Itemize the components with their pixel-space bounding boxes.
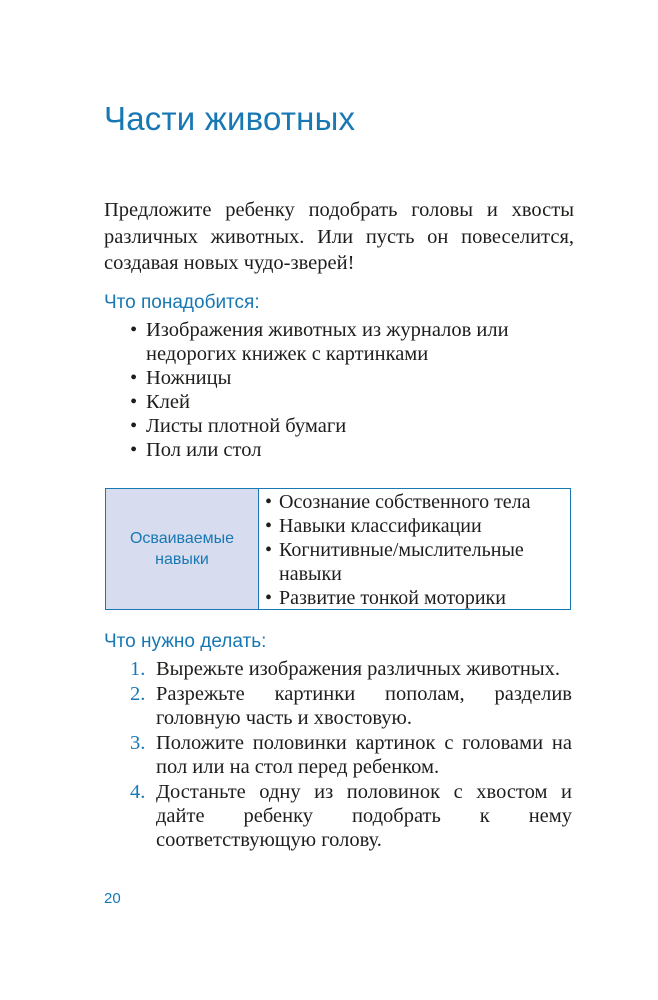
page-title: Части животных	[104, 100, 356, 137]
step-text: Достаньте одну из половинок с хвостом и дайте ребенку подобрать к нему соответствующую голову.	[156, 781, 572, 851]
list-item	[130, 682, 572, 730]
list-item: • Пол или стол	[130, 438, 575, 462]
list-item	[130, 731, 572, 779]
step-text: Разрежьте картинки пополам, разделив головную часть и хвостовую.	[156, 683, 572, 729]
step-number: 3.	[130, 732, 146, 754]
step-number: 4.	[130, 781, 146, 803]
step-number: 2.	[130, 683, 146, 705]
steps-list	[130, 657, 572, 853]
intro-paragraph: Предложите ребенку подобрать головы и хвосты различных животных. Или пусть он повеселится, создавая новых чудо-зверей!	[104, 199, 574, 274]
list-item: • Клей	[130, 390, 575, 414]
list-item: • Осознание собственного тела	[265, 490, 570, 514]
step-text: Вырежьте изображения различных животных.	[156, 658, 560, 680]
list-item: • Развитие тонкой моторики	[265, 586, 570, 610]
skills-heading-cell	[106, 489, 259, 609]
list-item: • Листы плотной бумаги	[130, 414, 575, 438]
list-item: • Изображения животных из журналов или недорогих книжек с картинками	[130, 318, 575, 366]
step-text: Положите половинки картинок с головами на пол или на стол перед ребенком.	[156, 732, 572, 778]
skills-table	[105, 488, 571, 610]
skills-list	[259, 489, 570, 609]
steps-heading: Что нужно делать:	[104, 631, 267, 652]
list-item	[130, 657, 572, 681]
materials-list	[130, 318, 575, 462]
page-number: 20	[104, 890, 121, 907]
materials-heading: Что понадобится:	[104, 292, 260, 313]
list-item: • Когнитивные/мыслительные навыки	[265, 538, 570, 586]
list-item	[130, 780, 572, 852]
list-item: • Навыки классификации	[265, 514, 570, 538]
step-number: 1.	[130, 658, 146, 680]
skills-heading: Осваиваемые навыки	[129, 530, 235, 568]
list-item: • Ножницы	[130, 366, 575, 390]
